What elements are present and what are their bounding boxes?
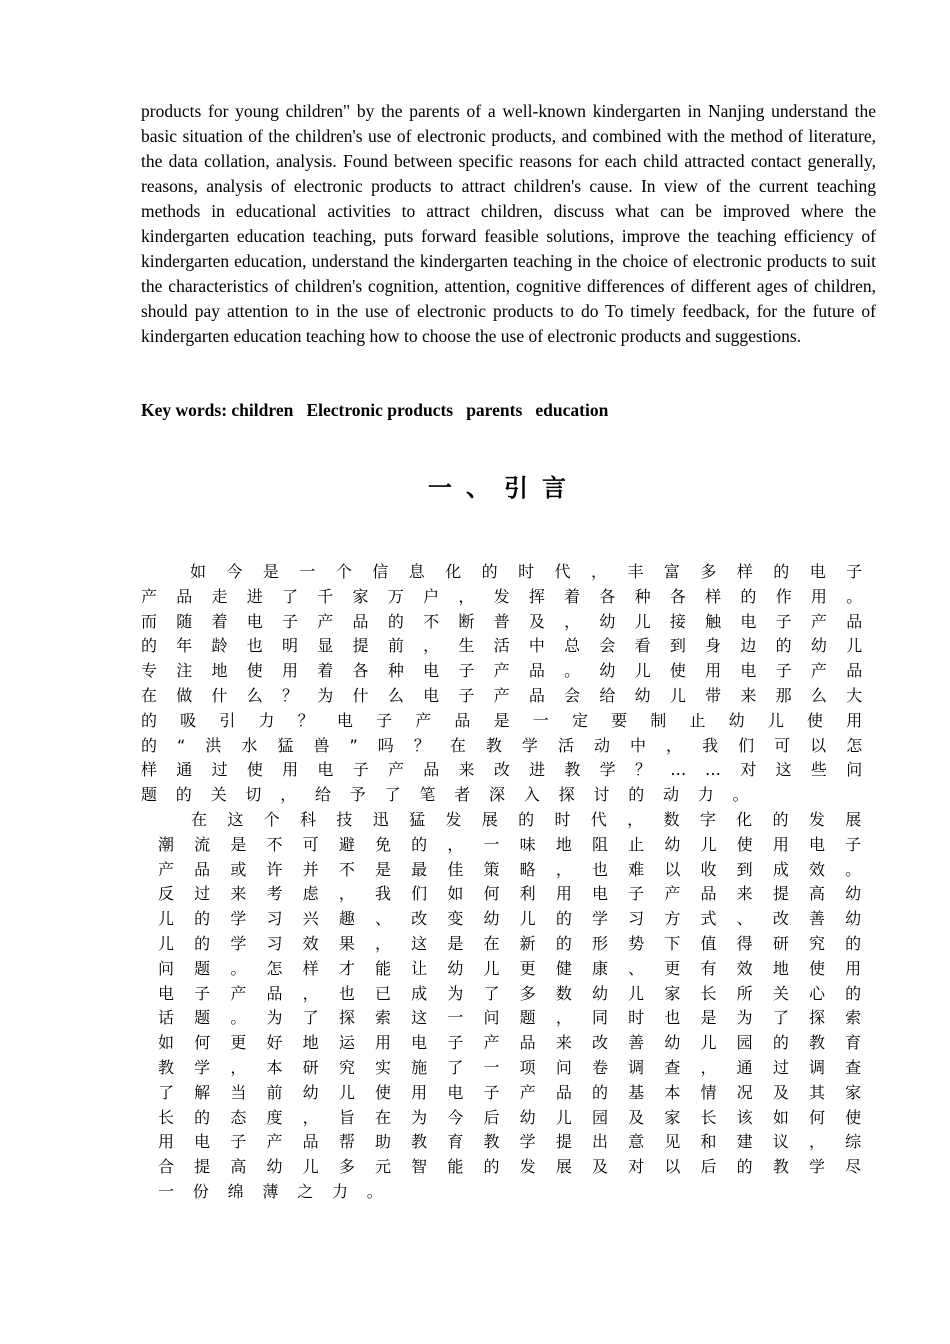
section-heading: 一、引言	[428, 474, 580, 502]
body-paragraph-2: 在这个科技迅猛发展的时代，数字化的发展潮流是不可避免的，一味地阻止幼儿使用电子产品或许并不是最佳策略，也难以收到成效。反过来考虑，我们如何利用电子产品来提高幼儿的学习兴趣、改变幼儿的学习方式、改善幼儿的学习效果，这是在新的形势下值得研究的问题。怎样才能让幼儿更健康、更有效地使用电子产品，也已成为了多数幼儿家长所关心的话题。为了探索这一问题，同时也是为了探索如何更好地运用电子产品来改善幼儿园的教育教学，本研究实施了一项问卷调查，通过调查了解当前幼儿使用电子产品的基本情况及其家长的态度，旨在为今后幼儿园及家长该如何使用电子产品帮助教育教学提出意见和建议，综合提高幼儿多元智能的发展及对以后的教学尽一份绵薄之力。	[158, 810, 880, 1201]
body-paragraph-1: 如今是一个信息化的时代，丰富多样的电子产品走进了千家万户，发挥着各种各样的作用。而随着电子产品的不断普及，幼儿接触电子产品的年龄也明显提前，生活中总会看到身边的幼儿专注地使用着各种电子产品。幼儿使用电子产品在做什么？为什么电子产品会给幼儿带来那么大的吸引力？电子产品是一定要制止幼儿使用的“洪水猛兽”吗？在教学活动中，我们可以怎样通过使用电子产品来改进教学？……对这些问题的关切，给予了笔者深入探讨的动力。	[141, 562, 881, 805]
keywords-line: Key words: children Electronic products parents education	[141, 400, 609, 420]
abstract-paragraph: products for young children" by the parents of a well-known kindergarten in Nanjing understand the basic situation of the children's use of electronic products, and combined with the method of literature, the data collation, analysis. Found between specific reasons for each child attracted contact generally, reasons, analysis of electronic products to attract children's cause. In view of the current teaching methods in educational activities to attract children, discuss what can be improved where the kindergarten education teaching, puts forward feasible solutions, improve the teaching efficiency of kindergarten education, understand the kindergarten teaching in the choice of electronic products to suit the characteristics of children's cognition, attention, cognitive differences of different ages of children, should pay attention to in the use of electronic products to do To timely feedback, for the future of kindergarten education teaching how to choose the use of electronic products and suggestions.	[141, 101, 876, 346]
